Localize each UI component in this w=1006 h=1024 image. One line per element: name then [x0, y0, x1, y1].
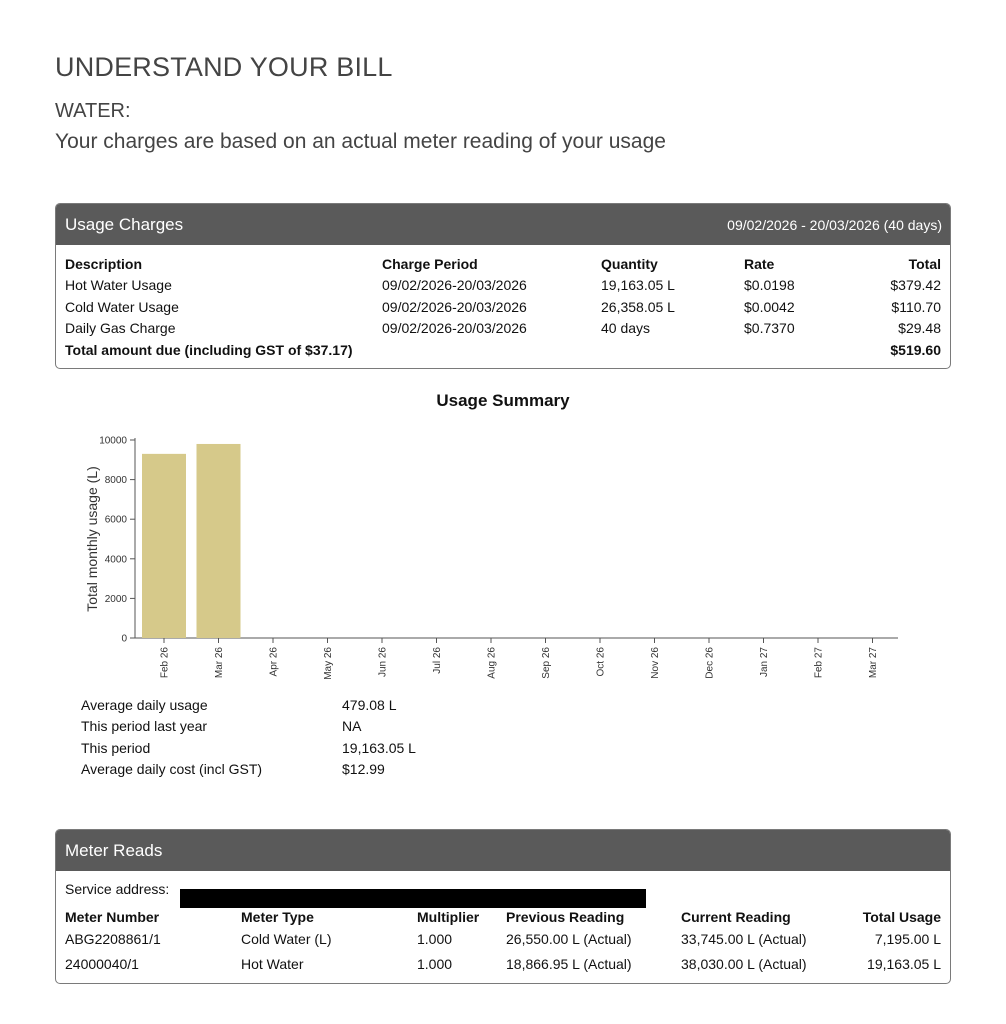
table-row: [56, 299, 950, 320]
y-tick-label: 10000: [99, 435, 127, 447]
col-total: Total: [908, 256, 941, 272]
section-label: WATER:: [55, 100, 131, 122]
summary-value: $12.99: [342, 760, 385, 777]
col-current-reading: Current Reading: [681, 909, 791, 925]
chart-title: Usage Summary: [436, 391, 570, 410]
bar: [197, 444, 241, 638]
y-tick-label: 2000: [104, 593, 127, 605]
row-total-usage: 7,195.00 L: [874, 931, 941, 947]
row-charge-period: 09/02/2026-20/03/2026: [382, 298, 527, 315]
summary-label: This period last year: [81, 718, 208, 735]
row-total-usage: 19,163.05 L: [867, 956, 941, 972]
x-tick-label: Aug 26: [486, 647, 498, 679]
row-meter-number: 24000040/1: [65, 956, 139, 972]
col-total-usage: Total Usage: [862, 909, 941, 925]
summary-value: 479.08 L: [342, 697, 397, 713]
x-tick-label: Feb 27: [813, 647, 825, 679]
summary-value: NA: [342, 718, 362, 735]
row-quantity: 40 days: [601, 320, 651, 336]
col-charge-period: Charge Period: [382, 256, 478, 272]
row-meter-type: Cold Water (L): [241, 931, 332, 947]
usage-charges-panel: [55, 203, 951, 369]
table-row: [56, 320, 950, 341]
x-tick-label: Sep 26: [541, 647, 552, 679]
meter-reads-panel: [55, 829, 951, 984]
y-tick-label: 6000: [104, 514, 127, 526]
total-value: $519.60: [890, 341, 941, 358]
col-multiplier: Multiplier: [417, 909, 480, 925]
table-row: [56, 277, 950, 298]
x-tick-label: Mar 27: [868, 647, 879, 679]
table-row: [56, 956, 950, 977]
row-total: $379.42: [890, 277, 941, 293]
row-quantity: 26,358.05 L: [601, 298, 675, 315]
x-tick-label: Mar 26: [214, 647, 225, 679]
service-address-row: [56, 881, 950, 902]
x-tick-label: Dec 26: [704, 647, 716, 679]
col-meter-type: Meter Type: [241, 909, 314, 925]
usage-charges-title: Usage Charges: [65, 214, 184, 234]
meter-reads-header: [56, 830, 950, 871]
col-description: Description: [65, 256, 143, 272]
row-previous-reading: 26,550.00 L (Actual): [506, 931, 632, 947]
bar: [142, 454, 186, 638]
table-row: [56, 931, 950, 952]
col-previous-reading: Previous Reading: [506, 909, 625, 925]
summary-label: This period: [81, 739, 151, 756]
row-rate: $0.7370: [744, 320, 795, 336]
meter-reads-title: Meter Reads: [65, 840, 163, 860]
y-tick-label: 0: [121, 633, 127, 645]
col-meter-number: Meter Number: [65, 909, 160, 925]
row-current-reading: 38,030.00 L (Actual): [681, 956, 807, 972]
row-total: $110.70: [891, 298, 941, 315]
usage-summary-chart: [80, 425, 910, 690]
section-subtitle: Your charges are based on an actual meter reading of your usage: [55, 130, 666, 153]
x-tick-label: May 26: [323, 647, 334, 680]
row-quantity: 19,163.05 L: [601, 277, 675, 293]
x-tick-label: Feb 26: [159, 647, 171, 679]
total-row: [56, 342, 950, 363]
row-description: Daily Gas Charge: [65, 320, 176, 336]
y-tick-label: 8000: [104, 475, 127, 487]
row-multiplier: 1.000: [417, 956, 453, 972]
row-current-reading: 33,745.00 L (Actual): [681, 931, 807, 947]
col-quantity: Quantity: [601, 256, 658, 272]
row-rate: $0.0042: [744, 298, 795, 315]
table-header-row: [56, 256, 950, 277]
x-tick-label: Oct 26: [595, 647, 607, 677]
y-tick-label: 4000: [104, 554, 127, 566]
row-description: Hot Water Usage: [65, 277, 172, 293]
summary-label: Average daily cost (incl GST): [81, 760, 263, 777]
x-tick-label: Nov 26: [650, 647, 661, 679]
x-tick-label: Apr 26: [268, 647, 280, 677]
redacted-address: [180, 889, 646, 908]
total-label: Total amount due (including GST of $37.17): [65, 341, 353, 358]
table-header-row: [56, 909, 950, 930]
row-description: Cold Water Usage: [65, 298, 179, 315]
row-charge-period: 09/02/2026-20/03/2026: [382, 277, 527, 293]
x-tick-label: Jul 26: [432, 647, 443, 674]
summary-label: Average daily usage: [81, 697, 208, 713]
row-previous-reading: 18,866.95 L (Actual): [506, 956, 632, 972]
row-meter-type: Hot Water: [241, 956, 304, 972]
row-meter-number: ABG2208861/1: [65, 931, 161, 947]
usage-charges-header: [56, 204, 950, 245]
y-axis-label: Total monthly usage (L): [84, 466, 100, 612]
service-address-label: Service address:: [65, 881, 170, 897]
usage-charges-period: 09/02/2026 - 20/03/2026 (40 days): [727, 216, 942, 233]
row-total: $29.48: [898, 320, 941, 336]
page-title: UNDERSTAND YOUR BILL: [55, 52, 393, 82]
row-charge-period: 09/02/2026-20/03/2026: [382, 320, 527, 336]
row-multiplier: 1.000: [417, 931, 453, 947]
x-tick-label: Jun 26: [377, 647, 389, 678]
summary-value: 19,163.05 L: [342, 739, 416, 756]
row-rate: $0.0198: [744, 277, 795, 293]
x-tick-label: Jan 27: [759, 647, 770, 678]
col-rate: Rate: [744, 256, 775, 272]
